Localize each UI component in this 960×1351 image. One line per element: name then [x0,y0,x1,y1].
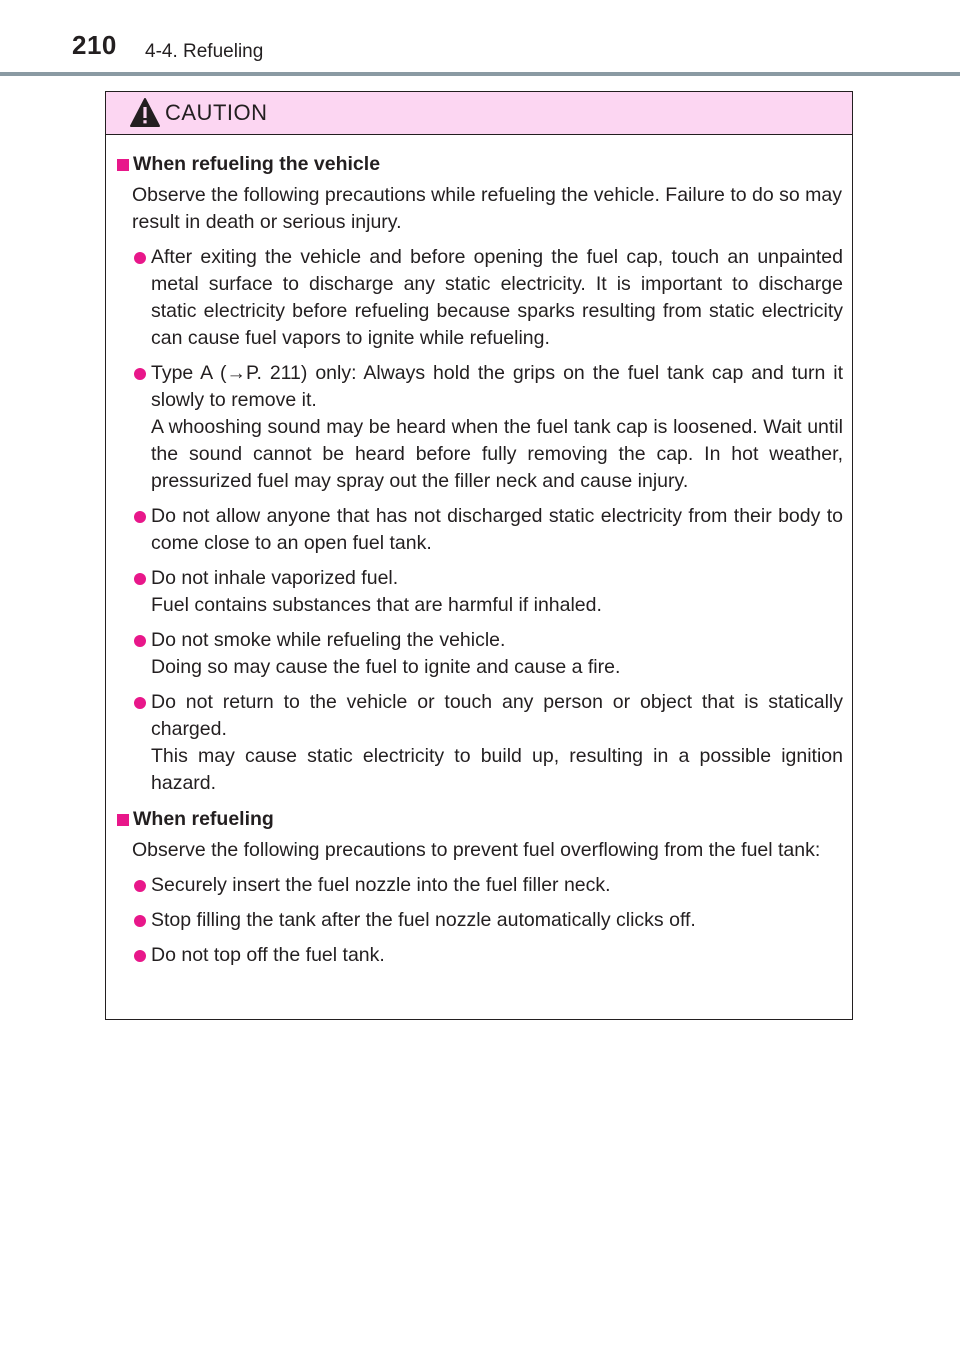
list-item [117,244,843,352]
circle-bullet-icon [134,635,146,647]
bullet-text: Do not return to the vehicle or touch any person or object that is statically charged. [151,691,843,740]
bullet-text: After exiting the vehicle and before opening the fuel cap, touch an unpainted metal surface to discharge any static electricity. It is important to discharge static electricity before refueling because sparks resulting from static electricity can cause fuel vapors to ignite while refueling. [151,246,843,349]
caution-body [106,135,852,969]
section-title: 4-4. Refueling [145,41,264,62]
circle-bullet-icon [134,950,146,962]
list-item [117,565,843,619]
list-item [117,907,843,934]
circle-bullet-icon [134,511,146,523]
bullet-text: Do not inhale vaporized fuel. [151,567,399,589]
bullet-text: Do not allow anyone that has not discharged static electricity from their body to come close to an open fuel tank. [151,505,843,554]
subsection-title [117,151,843,178]
bullet-text: Stop filling the tank after the fuel nozzle automatically clicks off. [151,909,696,931]
bullet-text: Securely insert the fuel nozzle into the fuel filler neck. [151,874,611,896]
subsection-intro: Observe the following precautions to prevent fuel overflowing from the fuel tank: [132,839,821,861]
bullet-text: Doing so may cause the fuel to ignite and cause a fire. [151,656,621,678]
list-item [117,627,843,681]
page-header [0,0,960,78]
bullet-text: This may cause static electricity to build up, resulting in a possible ignition hazard. [151,745,843,794]
bullet-list [117,244,843,797]
warning-triangle-icon [128,96,162,130]
caution-section-when-refueling [117,806,843,969]
bullet-text: Type A (→P. 211) only: Always hold the grips on the fuel tank cap and turn it slowly to remove it. [151,362,843,411]
circle-bullet-icon [134,915,146,927]
caution-box [105,91,853,1020]
header-rule [0,72,960,76]
list-item [117,503,843,557]
list-item [117,689,843,797]
subsection-title-text: When refueling [133,808,274,830]
subsection-title [117,806,843,833]
bullet-text: Do not top off the fuel tank. [151,944,385,966]
bullet-text: A whooshing sound may be heard when the fuel tank cap is loosened. Wait until the sound cannot be heard before fully removing the cap. In hot weather, pressurized fuel may spray out the filler neck and cause injury. [151,416,843,492]
list-item [117,942,843,969]
circle-bullet-icon [134,252,146,264]
bullet-text: Do not smoke while refueling the vehicle. [151,629,506,651]
square-bullet-icon [117,814,129,826]
square-bullet-icon [117,159,129,171]
bullet-text: Fuel contains substances that are harmful if inhaled. [151,594,602,616]
list-item [117,872,843,899]
caution-label: CAUTION [165,100,268,125]
subsection-intro: Observe the following precautions while refueling the vehicle. Failure to do so may result in death or serious injury. [132,184,842,233]
circle-bullet-icon [134,880,146,892]
list-item [117,360,843,495]
circle-bullet-icon [134,368,146,380]
page-number: 210 [72,30,117,60]
circle-bullet-icon [134,573,146,585]
bullet-list [117,872,843,969]
subsection-title-text: When refueling the vehicle [133,153,381,175]
caution-section-refueling-vehicle [117,151,843,797]
circle-bullet-icon [134,697,146,709]
caution-header [106,92,852,135]
